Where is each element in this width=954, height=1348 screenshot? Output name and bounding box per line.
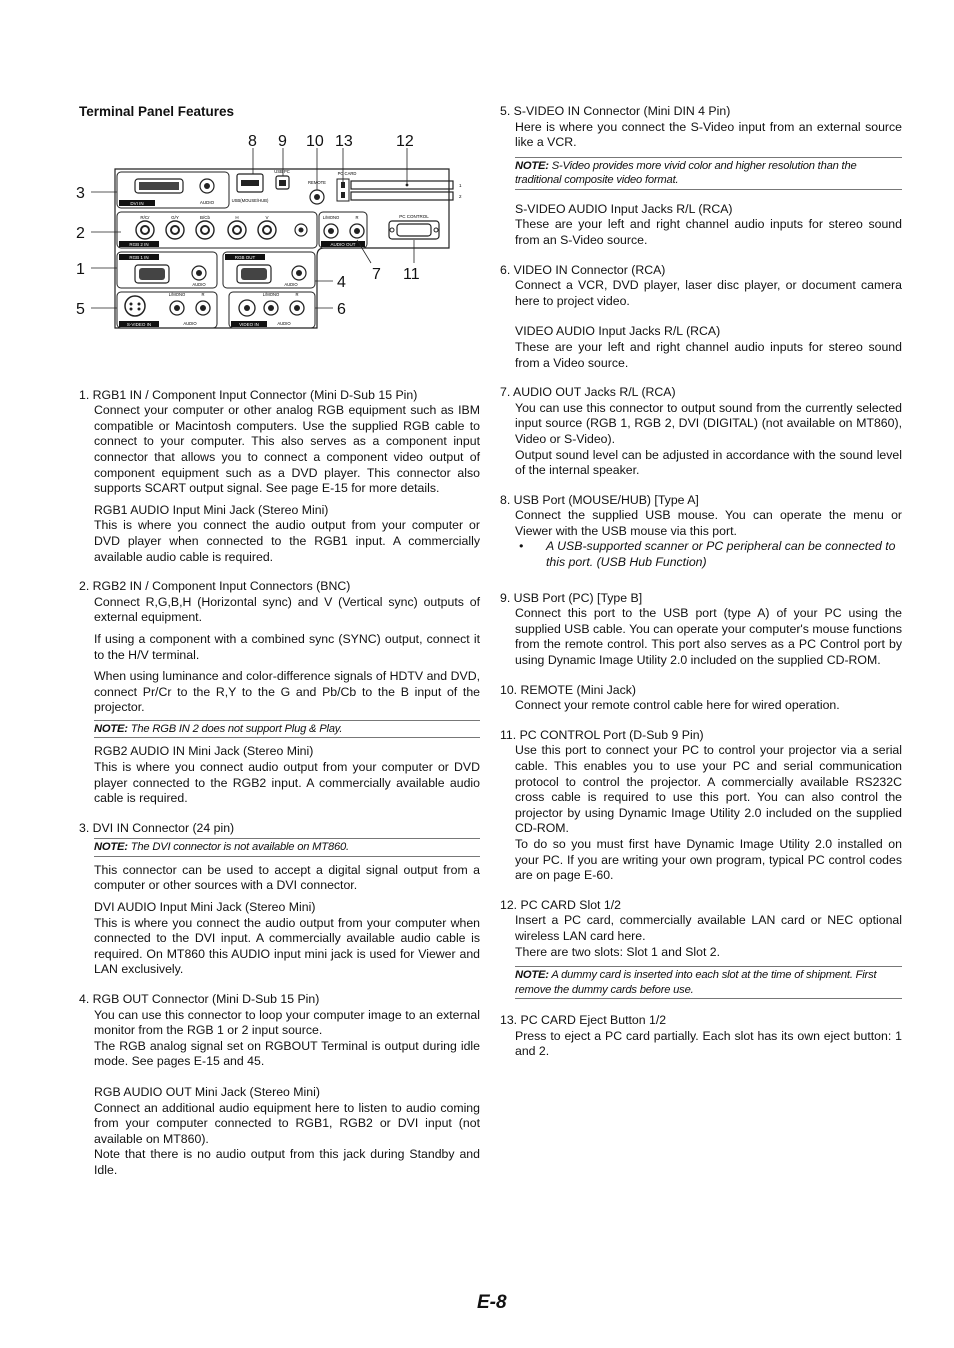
note-text: The RGB IN 2 does not support Plug & Play. <box>130 722 343 735</box>
rgb1-in-label: RGB 1 IN <box>129 255 149 260</box>
note-label: NOTE: <box>94 722 128 735</box>
terminal-panel-diagram <box>76 128 481 338</box>
rgbout-audio-label: AUDIO <box>284 282 298 287</box>
item-subtitle: S-VIDEO AUDIO Input Jacks R/L (RCA) <box>515 201 733 216</box>
rgb-out-label: RGB OUT <box>234 255 256 260</box>
item-pc-card <box>500 898 902 999</box>
item-text: When using luminance and color-difference signals of HDTV and DVD, connect Pr/Cr to the R,Y to the G and Pb/Cb to the B input of the projector. <box>94 669 480 715</box>
slot2-label: 2 <box>459 194 462 199</box>
item-rgb-out <box>79 992 480 1179</box>
page-number: E-8 <box>477 1292 507 1313</box>
item-text: Note that there is no audio output from this jack during Standby and Idle. <box>94 1147 480 1177</box>
item-usb-hub <box>500 493 902 571</box>
item-text: This is where you connect the audio output from your computer or DVD player when connected to the RGB1 input. A commercially available audio cable is required. <box>94 518 480 564</box>
item-text: Connect the supplied USB mouse. You can operate the menu or Viewer with the USB mouse via this port. <box>515 508 902 538</box>
right-column <box>500 104 902 1060</box>
item-title: 12. PC CARD Slot 1/2 <box>500 897 621 912</box>
item-text: You can use this connector to output sound from the currently selected input source (RGB 1, RGB 2, DVI (DIGITAL) (not available on MT860), Video or S-Video). <box>515 400 902 446</box>
callout-7: 7 <box>372 266 381 283</box>
item-subtitle: RGB2 AUDIO IN Mini Jack (Stereo Mini) <box>94 744 314 759</box>
item-text: Connect this port to the USB port (type A) of your PC using the supplied USB cable. You can operate your computer's mouse functions from the remote control. This port also serves as a PC Control port by using Dynamic Image Utility 2.0 included on the supplied CD-ROM. <box>515 606 902 668</box>
dvi-audio-label: AUDIO <box>199 200 215 205</box>
item-dvi-in <box>79 821 480 978</box>
item-text: There are two slots: Slot 1 and Slot 2. <box>515 944 721 959</box>
item-svideo-in <box>500 104 902 249</box>
vi-l-label: L/MONO <box>262 292 280 297</box>
bullet-mark: • <box>519 539 524 554</box>
slot1-label: 1 <box>459 183 462 188</box>
item-text: Insert a PC card, commercially available LAN card or NEC optional wireless LAN card here. <box>515 913 902 943</box>
item-text: Use this port to connect your PC to control your projector via a serial cable. This enables you to use your PC and serial communication protocol to control the projector. A commercially available RS232C cross cable is required to use this port. You can also control the projector by using Dynamic Image Utility 2.0 included on the supplied CD-ROM. <box>515 743 902 836</box>
rgb2-in-label: RGB 2 IN <box>129 242 149 247</box>
bullet-text: A USB-supported scanner or PC peripheral can be connected to this port. (USB Hub Function) <box>546 539 896 570</box>
h-label: H <box>235 215 239 220</box>
pc-control-label: PC CONTROL <box>399 214 429 219</box>
item-video-in <box>500 263 902 372</box>
vi-r-label: R <box>295 292 299 297</box>
callout-11: 11 <box>403 266 420 283</box>
item-text: Connect your remote control cable here for wired operation. <box>515 698 840 713</box>
callout-2: 2 <box>76 225 85 242</box>
note <box>515 157 902 190</box>
item-text: If using a component with a combined sync (SYNC) output, connect it to the H/V terminal. <box>94 631 480 662</box>
note-text: A dummy card is inserted into each slot at the time of shipment. First remove the dummy cards before use. <box>515 969 877 996</box>
item-title: 9. USB Port (PC) [Type B] <box>500 590 643 605</box>
audio-out-label: AUDIO OUT <box>330 242 356 247</box>
note-label: NOTE: <box>515 969 549 982</box>
item-text: Output sound level can be adjusted in accordance with the sound level of the internal speaker. <box>515 447 902 478</box>
item-text: These are your left and right channel audio inputs for stereo sound from a Video source. <box>515 339 902 370</box>
item-rgb2-in <box>79 579 480 807</box>
callout-numbers <box>76 133 420 318</box>
callout-9: 9 <box>278 133 287 150</box>
item-title: 2. RGB2 IN / Component Input Connectors (BNC) <box>79 579 351 594</box>
callout-12: 12 <box>396 133 414 150</box>
video-in-label: VIDEO IN <box>239 322 259 327</box>
callout-5: 5 <box>76 301 85 318</box>
item-title: 13. PC CARD Eject Button 1/2 <box>500 1013 667 1028</box>
audio-out-l-label: L/MONO <box>322 215 340 220</box>
item-usb-pc <box>500 591 902 669</box>
v-label: V <box>265 215 269 220</box>
note <box>94 838 480 857</box>
item-text: Connect a VCR, DVD player, laser disc player, or document camera here to project video. <box>515 278 902 308</box>
callout-3: 3 <box>76 185 85 202</box>
bnc-connectors <box>136 221 307 239</box>
item-subtitle: RGB1 AUDIO Input Mini Jack (Stereo Mini) <box>94 502 329 517</box>
item-text: This is where you connect the audio output from your computer when connected to the DVI input. A commercially available audio cable is required. On MT860 this AUDIO input mini jack is used for Viewer and LAN exclusively. <box>94 915 480 977</box>
callout-1: 1 <box>76 261 85 278</box>
item-text: Here is where you connect the S-Video input from an external source like a VCR. <box>515 119 902 150</box>
note <box>94 720 480 739</box>
item-text: This connector can be used to accept a digital signal output from a computer or other sources with a DVI connector. <box>94 862 480 893</box>
item-title: 7. AUDIO OUT Jacks R/L (RCA) <box>500 385 676 400</box>
item-text: The RGB analog signal set on RGBOUT Terminal is output during idle mode. See pages E-15 and 45. <box>94 1038 480 1069</box>
item-subtitle: VIDEO AUDIO Input Jacks R/L (RCA) <box>515 324 721 339</box>
callout-13: 13 <box>335 133 353 150</box>
rcr-label: R/Cr <box>140 215 150 220</box>
item-subtitle: RGB AUDIO OUT Mini Jack (Stereo Mini) <box>94 1084 320 1099</box>
item-text: To do so you must first have Dynamic Image Utility 2.0 installed on your PC. If you are writing your own program, typical PC control codes are on page E-60. <box>515 836 902 883</box>
usb-pc-label: USB PC <box>274 169 290 174</box>
item-title: 4. RGB OUT Connector (Mini D-Sub 15 Pin) <box>79 992 320 1006</box>
item-title: 3. DVI IN Connector (24 pin) <box>79 820 235 835</box>
item-text: Connect R,G,B,H (Horizontal sync) and V (Vertical sync) outputs of external equipment. <box>94 594 480 625</box>
audio-out-r-label: R <box>355 215 359 220</box>
rgb1-audio-label: AUDIO <box>192 282 206 287</box>
note-label: NOTE: <box>515 159 549 172</box>
sv-r-label: R <box>201 292 205 297</box>
item-rgb1-in <box>79 388 480 566</box>
remote-label: REMOTE <box>308 180 326 185</box>
bcb-label: B/Cb <box>199 215 211 220</box>
item-title: 1. RGB1 IN / Component Input Connector (Mini D-Sub 15 Pin) <box>79 387 418 402</box>
note <box>515 966 902 999</box>
item-title: 5. S-VIDEO IN Connector (Mini DIN 4 Pin) <box>500 104 731 118</box>
vi-audio-label: AUDIO <box>277 321 291 326</box>
item-text: You can use this connector to loop your computer image to an external monitor from the RGB 1 or 2 input source. <box>94 1007 480 1038</box>
item-text: Press to eject a PC card partially. Each slot has its own eject button: 1 and 2. <box>515 1028 902 1059</box>
usb-hub-label: USB(MOUSE/HUB) <box>231 198 269 203</box>
item-remote <box>500 683 902 714</box>
item-title: 8. USB Port (MOUSE/HUB) [Type A] <box>500 492 699 507</box>
gy-label: G/Y <box>171 215 179 220</box>
item-text: This is where you connect audio output from your computer or DVD player connected to the RGB2 input. A commercially available audio cable is required. <box>94 759 480 806</box>
dvi-in-label: DVI IN <box>130 201 144 206</box>
note-text: S-Video provides more vivid color and higher resolution than the traditional composite video format. <box>515 159 857 187</box>
item-text: Connect an additional audio equipment here to listen to audio coming from your computer connected to RGB1, RGB2 or DVI input (not available on MT860). <box>94 1100 480 1146</box>
callout-10: 10 <box>306 133 324 150</box>
item-text: Connect your computer or other analog RGB equipment such as IBM compatible or Macintosh computers. Use the supplied RGB cable to connect to your computer. This also serves as a component input connector that allows you to connect a component video output of component equipment such as a DVD player. This connector also supports SCART output signal. See page E-15 for more details. <box>94 403 480 496</box>
sv-audio-label: AUDIO <box>183 321 197 326</box>
item-title: 11. PC CONTROL Port (D-Sub 9 Pin) <box>500 727 704 742</box>
item-pc-control <box>500 728 902 884</box>
section-heading: Terminal Panel Features <box>79 104 235 119</box>
pc-card-label: PC CARD <box>337 171 357 176</box>
note-text: The DVI connector is not available on MT860. <box>130 841 349 854</box>
item-text: These are your left and right channel audio inputs for stereo sound from an S-Video source. <box>515 217 902 247</box>
item-subtitle: DVI AUDIO Input Mini Jack (Stereo Mini) <box>94 900 316 915</box>
sv-l-label: L/MONO <box>168 292 186 297</box>
callout-8: 8 <box>248 133 257 150</box>
item-title: 6. VIDEO IN Connector (RCA) <box>500 262 666 277</box>
bullet-item <box>500 539 902 570</box>
item-title: 10. REMOTE (Mini Jack) <box>500 682 636 697</box>
item-audio-out <box>500 385 902 479</box>
callout-4: 4 <box>337 274 346 291</box>
item-pc-card-eject <box>500 1013 902 1060</box>
svideo-in-label: S-VIDEO IN <box>126 322 152 327</box>
note-label: NOTE: <box>94 841 128 854</box>
callout-6: 6 <box>337 301 346 318</box>
